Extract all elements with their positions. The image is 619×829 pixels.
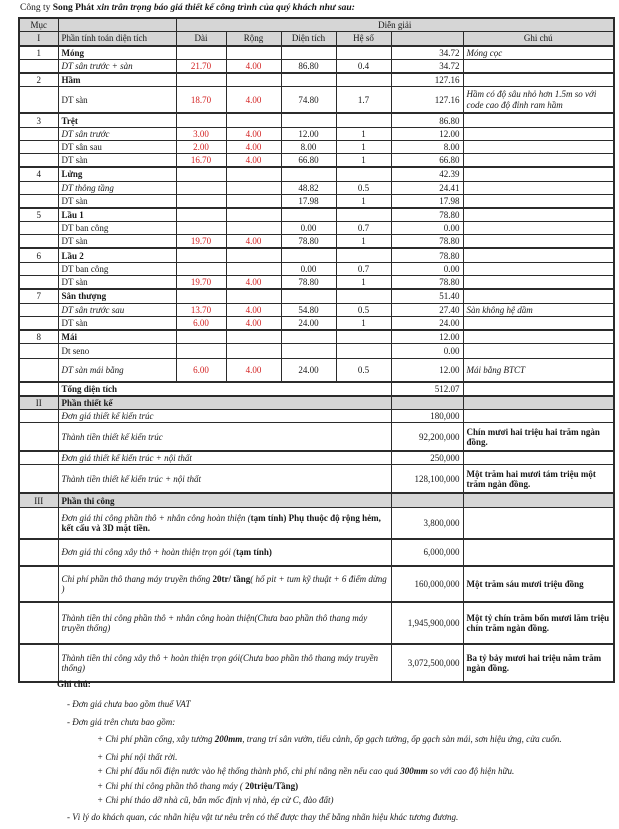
- cell-value: 3,800,000: [391, 508, 463, 539]
- cell-heso: 1: [336, 153, 391, 167]
- header-note: Ghi chú: [463, 32, 614, 46]
- cell-description: Lửng: [58, 167, 176, 181]
- cell-ghichu: Một trăm hai mươi tám triệu một trăm ngàn đồng.: [463, 465, 614, 493]
- cell-ghichu: [463, 289, 614, 303]
- table-row: [19, 423, 614, 451]
- cell-description: Sân thượng: [58, 289, 176, 303]
- cell-heso: 0.5: [336, 359, 391, 382]
- notes-list: [57, 699, 613, 823]
- cell-muc: 2: [19, 73, 58, 87]
- table-row: [19, 508, 614, 539]
- cell-muc: [19, 275, 58, 289]
- cell-heso: 1: [336, 194, 391, 208]
- cell-ghichu: [463, 222, 614, 235]
- table-row: [19, 303, 614, 316]
- cell-description: DT sàn: [58, 153, 176, 167]
- cell-description: Hầm: [58, 73, 176, 87]
- cell-dai: 6.00: [176, 316, 226, 330]
- cell-heso: 1: [336, 140, 391, 153]
- cell-value: [391, 396, 463, 410]
- cell-dai: 16.70: [176, 153, 226, 167]
- cell-description: DT ban công: [58, 262, 176, 275]
- table-row: [19, 602, 614, 644]
- cell-description: DT sân trước sau: [58, 303, 176, 316]
- cell-muc: [19, 235, 58, 249]
- cell-dai: [176, 113, 226, 127]
- cell-description: DT sàn: [58, 316, 176, 330]
- cell-muc: 5: [19, 208, 58, 222]
- cell-heso: [336, 344, 391, 359]
- cell-ghichu: [463, 382, 614, 396]
- cell-value: 0.00: [391, 222, 463, 235]
- table-row: [19, 344, 614, 359]
- header-spacer: [58, 18, 176, 32]
- cell-dai: [176, 330, 226, 344]
- table-row: [19, 396, 614, 410]
- cell-description: Thành tiền thi công phần thô + nhân công hoàn thiện(Chưa bao phần thô thang máy truyền thống): [58, 602, 391, 644]
- cell-value: 1,945,900,000: [391, 602, 463, 644]
- cell-heso: [336, 208, 391, 222]
- table-row: [19, 493, 614, 508]
- table-row: [19, 248, 614, 262]
- cell-muc: III: [19, 493, 58, 508]
- cell-ghichu: [463, 194, 614, 208]
- cell-muc: 6: [19, 248, 58, 262]
- cell-muc: [19, 127, 58, 140]
- cell-value: 86.80: [391, 113, 463, 127]
- cell-description: Đơn giá thiết kế kiến trúc + nội thất: [58, 451, 391, 465]
- cell-rong: [226, 222, 281, 235]
- cell-rong: [226, 46, 281, 60]
- cell-description: Lầu 1: [58, 208, 176, 222]
- cell-value: 34.72: [391, 59, 463, 73]
- cell-muc: [19, 410, 58, 423]
- cell-muc: [19, 508, 58, 539]
- cell-heso: 0.4: [336, 59, 391, 73]
- cell-description: Thành tiền thiết kế kiến trúc: [58, 423, 391, 451]
- cell-heso: 0.5: [336, 181, 391, 194]
- cell-value: 78.80: [391, 248, 463, 262]
- table-body: [19, 46, 614, 682]
- cell-dientich: 24.00: [281, 359, 336, 382]
- cell-description: Phần thi công: [58, 493, 391, 508]
- header-rong: Rộng: [226, 32, 281, 46]
- cell-muc: [19, 303, 58, 316]
- cell-ghichu: [463, 262, 614, 275]
- cell-rong: [226, 181, 281, 194]
- cell-description: DT sàn mái bằng: [58, 359, 176, 382]
- cell-dai: 21.70: [176, 59, 226, 73]
- cell-rong: [226, 330, 281, 344]
- cell-muc: [19, 316, 58, 330]
- cell-value: 127.16: [391, 73, 463, 87]
- cell-rong: 4.00: [226, 153, 281, 167]
- cell-description: Đơn giá thi công xây thô + hoàn thiện trọn gói (tạm tính): [58, 539, 391, 566]
- cell-dai: 13.70: [176, 303, 226, 316]
- table-row: [19, 167, 614, 181]
- cell-muc: [19, 644, 58, 682]
- cell-dientich: 24.00: [281, 316, 336, 330]
- table-row: [19, 59, 614, 73]
- cell-dientich: 48.82: [281, 181, 336, 194]
- cell-muc: [19, 359, 58, 382]
- cell-value: 34.72: [391, 46, 463, 60]
- table-row: [19, 222, 614, 235]
- cell-dientich: 54.80: [281, 303, 336, 316]
- cell-value: 250,000: [391, 451, 463, 465]
- cell-rong: 4.00: [226, 86, 281, 113]
- cell-dai: [176, 248, 226, 262]
- cell-heso: 1: [336, 235, 391, 249]
- cell-ghichu: Móng cọc: [463, 46, 614, 60]
- cell-description: Tổng diện tích: [58, 382, 391, 396]
- note-item: - Đơn giá chưa bao gồm thuế VAT: [67, 699, 191, 710]
- cell-ghichu: [463, 330, 614, 344]
- note-item: - Đơn giá trên chưa bao gồm:: [67, 716, 176, 727]
- company-name: Song Phát: [52, 3, 97, 13]
- table-row: [19, 194, 614, 208]
- table-row: [19, 644, 614, 682]
- cell-muc: [19, 465, 58, 493]
- cell-heso: 0.7: [336, 222, 391, 235]
- table-row: [19, 181, 614, 194]
- cell-ghichu: [463, 73, 614, 87]
- cell-dai: 6.00: [176, 359, 226, 382]
- cell-heso: 0.5: [336, 303, 391, 316]
- cell-dai: [176, 181, 226, 194]
- cell-value: 51.40: [391, 289, 463, 303]
- cell-value: 160,000,000: [391, 566, 463, 602]
- table-head: [19, 18, 614, 46]
- cell-dientich: [281, 73, 336, 87]
- cell-rong: 4.00: [226, 303, 281, 316]
- cell-ghichu: [463, 410, 614, 423]
- cell-dai: [176, 73, 226, 87]
- cell-rong: 4.00: [226, 359, 281, 382]
- cell-heso: [336, 113, 391, 127]
- header-desc: Phần tính toán diện tích: [58, 32, 176, 46]
- cell-muc: [19, 344, 58, 359]
- cell-ghichu: Ba tỷ bảy mươi hai triệu năm trăm ngàn đồng.: [463, 644, 614, 682]
- cell-value: 92,200,000: [391, 423, 463, 451]
- cell-description: Phần thiết kế: [58, 396, 391, 410]
- cell-description: DT sân trước + sàn: [58, 59, 176, 73]
- table-row: [19, 208, 614, 222]
- cell-dientich: [281, 46, 336, 60]
- cell-muc: [19, 451, 58, 465]
- cell-dientich: 86.80: [281, 59, 336, 73]
- cell-description: Thành tiền thi công xây thô + hoàn thiện trọn gói(Chưa bao phần thô thang máy truyền thống): [58, 644, 391, 682]
- cell-ghichu: [463, 113, 614, 127]
- cell-dai: [176, 208, 226, 222]
- cell-rong: 4.00: [226, 235, 281, 249]
- header-row-2: [19, 32, 614, 46]
- quote-table: [18, 17, 615, 683]
- cell-rong: 4.00: [226, 140, 281, 153]
- cell-description: DT sân trước: [58, 127, 176, 140]
- cell-rong: [226, 289, 281, 303]
- cell-value: 78.80: [391, 208, 463, 222]
- table-row: [19, 451, 614, 465]
- cell-heso: [336, 46, 391, 60]
- note-item: + Chi phí phần cổng, xây tường 200mm, trang trí sân vườn, tiểu cảnh, ốp gạch tường, ốp gạch sàn mái, sơn hiệu ứng, cửa cuốn.: [97, 733, 562, 744]
- cell-value: 24.00: [391, 316, 463, 330]
- cell-dai: [176, 344, 226, 359]
- note-item: + Chi phí thi công phần thô thang máy ( 20triệu/Tầng): [97, 780, 299, 791]
- table-row: [19, 275, 614, 289]
- header-muc: I: [19, 32, 58, 46]
- cell-dientich: 78.80: [281, 275, 336, 289]
- cell-description: DT sàn: [58, 275, 176, 289]
- cell-rong: 4.00: [226, 127, 281, 140]
- cell-rong: [226, 344, 281, 359]
- cell-rong: [226, 73, 281, 87]
- cell-rong: 4.00: [226, 275, 281, 289]
- cell-muc: [19, 140, 58, 153]
- cell-description: Thành tiền thiết kế kiến trúc + nội thất: [58, 465, 391, 493]
- cell-dientich: 0.00: [281, 222, 336, 235]
- cell-ghichu: [463, 167, 614, 181]
- cell-ghichu: [463, 127, 614, 140]
- table-row: [19, 359, 614, 382]
- cell-dientich: [281, 248, 336, 262]
- cell-ghichu: Sàn không hệ dầm: [463, 303, 614, 316]
- cell-muc: [19, 181, 58, 194]
- cell-heso: [336, 167, 391, 181]
- header-dientich: Diện tích: [281, 32, 336, 46]
- cell-rong: 4.00: [226, 59, 281, 73]
- table-row: [19, 410, 614, 423]
- page-title: [20, 3, 355, 13]
- cell-ghichu: [463, 396, 614, 410]
- cell-ghichu: Một tỷ chín trăm bốn mươi lăm triệu chín trăm ngàn đồng.: [463, 602, 614, 644]
- cell-description: Đơn giá thiết kế kiến trúc: [58, 410, 391, 423]
- cell-rong: [226, 208, 281, 222]
- cell-ghichu: [463, 344, 614, 359]
- cell-description: Mái: [58, 330, 176, 344]
- cell-description: Móng: [58, 46, 176, 60]
- cell-ghichu: [463, 140, 614, 153]
- cell-muc: [19, 566, 58, 602]
- cell-dai: [176, 46, 226, 60]
- cell-muc: [19, 222, 58, 235]
- cell-description: DT sàn: [58, 194, 176, 208]
- cell-description: DT ban công: [58, 222, 176, 235]
- cell-description: DT sàn: [58, 86, 176, 113]
- cell-dientich: 17.98: [281, 194, 336, 208]
- cell-muc: [19, 86, 58, 113]
- header-dien-giai: Diễn giải: [176, 18, 614, 32]
- header-val: [391, 32, 463, 46]
- cell-ghichu: Mái bằng BTCT: [463, 359, 614, 382]
- table-row: [19, 235, 614, 249]
- cell-ghichu: [463, 208, 614, 222]
- note-item: + Chi phí đấu nối điện nước vào hệ thống thành phố, chi phí nâng nền nếu cao quá 300mm so với cao độ hiện hữu.: [97, 766, 515, 777]
- note-item: + Chi phí tháo dỡ nhà cũ, bắn mốc định vị nhà, ép cừ C, đào đất): [97, 794, 334, 805]
- cell-rong: [226, 194, 281, 208]
- header-heso: Hệ số: [336, 32, 391, 46]
- cell-ghichu: [463, 181, 614, 194]
- cell-value: 17.98: [391, 194, 463, 208]
- cell-heso: 1: [336, 316, 391, 330]
- cell-ghichu: Chín mươi hai triệu hai trăm ngàn đồng.: [463, 423, 614, 451]
- table-row: [19, 140, 614, 153]
- cell-value: 12.00: [391, 127, 463, 140]
- cell-rong: 4.00: [226, 316, 281, 330]
- cell-heso: 1.7: [336, 86, 391, 113]
- cell-value: 127.16: [391, 86, 463, 113]
- cell-dientich: 0.00: [281, 262, 336, 275]
- cell-ghichu: [463, 153, 614, 167]
- cell-value: 42.39: [391, 167, 463, 181]
- cell-dientich: [281, 289, 336, 303]
- cell-muc: 1: [19, 46, 58, 60]
- cell-description: DT sân sau: [58, 140, 176, 153]
- table-row: [19, 566, 614, 602]
- cell-ghichu: [463, 316, 614, 330]
- header-row-1: [19, 18, 614, 32]
- cell-value: [391, 493, 463, 508]
- cell-ghichu: [463, 248, 614, 262]
- table-row: [19, 262, 614, 275]
- cell-dientich: [281, 344, 336, 359]
- cell-ghichu: [463, 451, 614, 465]
- table-row: [19, 382, 614, 396]
- note-item: - Vì lý do khách quan, các nhãn hiệu vật tư nêu trên có thể được thay thế bằng nhãn hiệu khác tương đương.: [67, 812, 459, 822]
- table-row: [19, 539, 614, 566]
- cell-value: 27.40: [391, 303, 463, 316]
- cell-value: 24.41: [391, 181, 463, 194]
- cell-dai: [176, 167, 226, 181]
- cell-description: Trệt: [58, 113, 176, 127]
- cell-value: 512.07: [391, 382, 463, 396]
- cell-muc: [19, 382, 58, 396]
- table-row: [19, 153, 614, 167]
- cell-dientich: 8.00: [281, 140, 336, 153]
- cell-value: 12.00: [391, 359, 463, 382]
- cell-dai: 19.70: [176, 275, 226, 289]
- header-muc: Mục: [19, 18, 58, 32]
- cell-dai: [176, 289, 226, 303]
- cell-heso: [336, 73, 391, 87]
- cell-description: Lầu 2: [58, 248, 176, 262]
- cell-dientich: [281, 208, 336, 222]
- table-row: [19, 127, 614, 140]
- cell-dai: [176, 222, 226, 235]
- cell-dientich: 74.80: [281, 86, 336, 113]
- table-row: [19, 46, 614, 60]
- header-dai: Dài: [176, 32, 226, 46]
- cell-heso: 0.7: [336, 262, 391, 275]
- cell-description: Dt seno: [58, 344, 176, 359]
- cell-dai: 3.00: [176, 127, 226, 140]
- cell-heso: 1: [336, 127, 391, 140]
- table-row: [19, 316, 614, 330]
- table-row: [19, 73, 614, 87]
- cell-value: 12.00: [391, 330, 463, 344]
- note-item: + Chi phí nội thất rời.: [97, 752, 178, 762]
- cell-muc: [19, 602, 58, 644]
- cell-dientich: 78.80: [281, 235, 336, 249]
- cell-muc: [19, 262, 58, 275]
- cell-muc: [19, 194, 58, 208]
- cell-dai: 19.70: [176, 235, 226, 249]
- notes-section: [57, 679, 613, 829]
- cell-value: 78.80: [391, 275, 463, 289]
- cell-rong: [226, 113, 281, 127]
- cell-description: Đơn giá thi công phần thô + nhân công hoàn thiện (tạm tính) Phụ thuộc độ rộng hẻm, kết cấu và 3D mặt tiền.: [58, 508, 391, 539]
- cell-ghichu: [463, 508, 614, 539]
- cell-dai: 18.70: [176, 86, 226, 113]
- cell-muc: II: [19, 396, 58, 410]
- cell-rong: [226, 167, 281, 181]
- cell-muc: [19, 59, 58, 73]
- cell-heso: [336, 330, 391, 344]
- cell-ghichu: Hầm có độ sâu nhỏ hơn 1.5m so với code cao độ đỉnh ram hầm: [463, 86, 614, 113]
- cell-value: 6,000,000: [391, 539, 463, 566]
- cell-muc: [19, 153, 58, 167]
- cell-heso: [336, 289, 391, 303]
- cell-value: 8.00: [391, 140, 463, 153]
- cell-value: 128,100,000: [391, 465, 463, 493]
- cell-value: 78.80: [391, 235, 463, 249]
- cell-ghichu: [463, 235, 614, 249]
- cell-heso: 1: [336, 275, 391, 289]
- cell-ghichu: [463, 539, 614, 566]
- table-row: [19, 289, 614, 303]
- cell-muc: 8: [19, 330, 58, 344]
- table-row: [19, 86, 614, 113]
- cell-ghichu: Một trăm sáu mươi triệu đồng: [463, 566, 614, 602]
- cell-muc: [19, 423, 58, 451]
- cell-value: 0.00: [391, 262, 463, 275]
- table-row: [19, 113, 614, 127]
- table-row: [19, 330, 614, 344]
- cell-dientich: [281, 167, 336, 181]
- cell-muc: 7: [19, 289, 58, 303]
- cell-dientich: 12.00: [281, 127, 336, 140]
- cell-ghichu: [463, 493, 614, 508]
- cell-description: DT thông tầng: [58, 181, 176, 194]
- cell-muc: 3: [19, 113, 58, 127]
- cell-ghichu: [463, 275, 614, 289]
- cell-value: 180,000: [391, 410, 463, 423]
- cell-value: 3,072,500,000: [391, 644, 463, 682]
- cell-rong: [226, 248, 281, 262]
- cell-dientich: 66.80: [281, 153, 336, 167]
- cell-value: 66.80: [391, 153, 463, 167]
- cell-dientich: [281, 330, 336, 344]
- title-prefix: Công ty: [20, 3, 53, 13]
- table-row: [19, 465, 614, 493]
- cell-muc: [19, 539, 58, 566]
- cell-dai: [176, 194, 226, 208]
- cell-value: 0.00: [391, 344, 463, 359]
- cell-muc: 4: [19, 167, 58, 181]
- cell-description: DT sàn: [58, 235, 176, 249]
- cell-dientich: [281, 113, 336, 127]
- cell-rong: [226, 262, 281, 275]
- title-rest: xin trân trọng báo giá thiết kế công trình của quý khách như sau:: [96, 3, 355, 13]
- cell-dai: 2.00: [176, 140, 226, 153]
- cell-ghichu: [463, 59, 614, 73]
- cell-heso: [336, 248, 391, 262]
- notes-heading: Ghi chú:: [57, 679, 91, 689]
- cell-dai: [176, 262, 226, 275]
- cell-description: Chi phí phần thô thang máy truyền thống 20tr/ tầng( hố pit + tum kỹ thuật + 6 điểm dừng ): [58, 566, 391, 602]
